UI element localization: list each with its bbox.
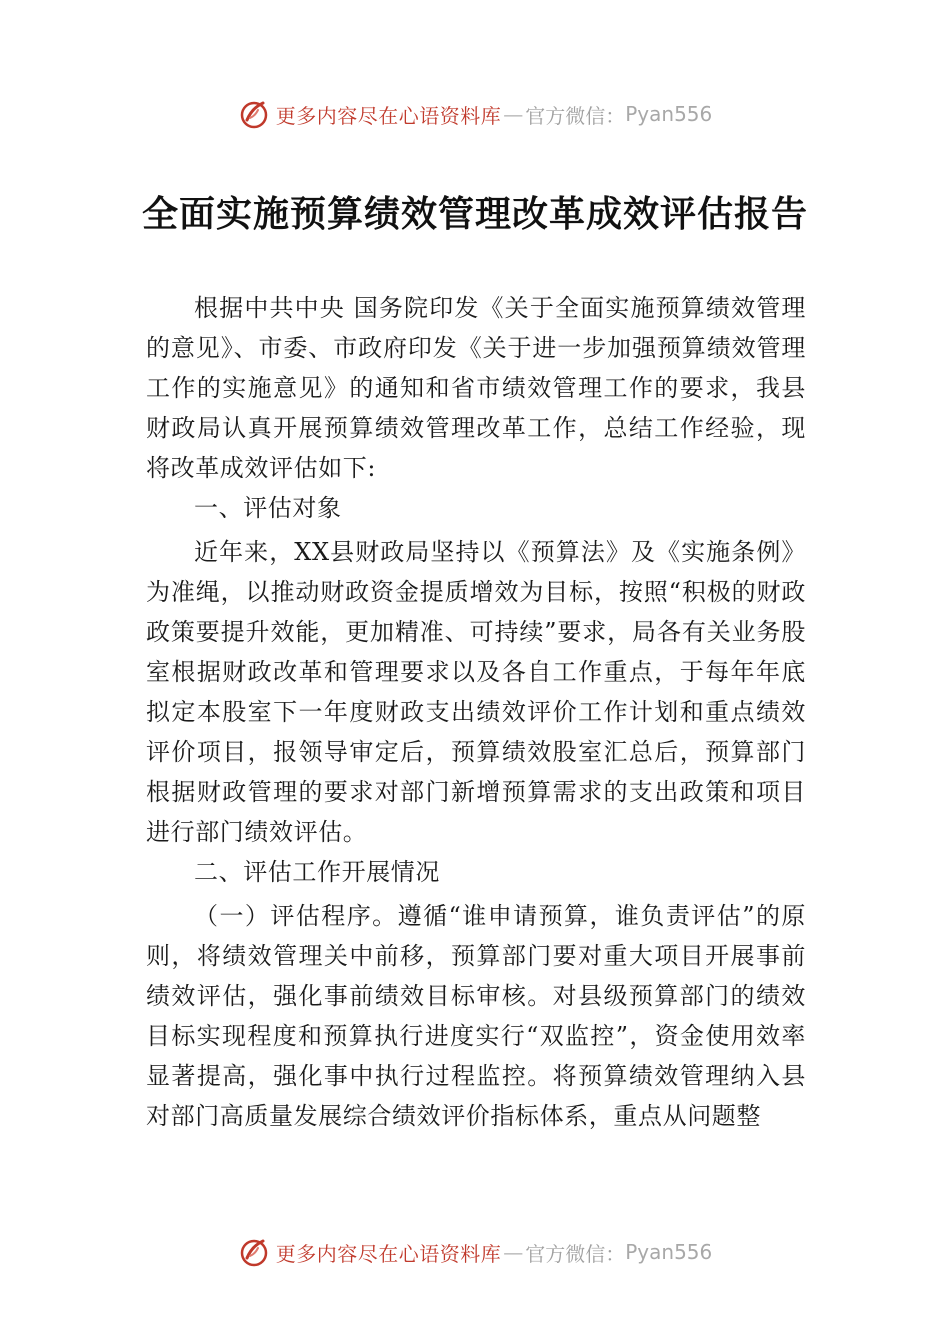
watermark-wechat-label: 官方微信： (525, 103, 626, 128)
section-paragraph-1: 近年来，XX县财政局坚持以《预算法》及《实施条例》为准绳，以推动财政资金提质增效为目标，按照“积极的财政政策要提升效能，更加精准、可持续”要求，局各有关业务股室根据财政改革和管理要求以及各自工作重点，于每年年底拟定本股室下一年度财政支出绩效评价工作计划和重点绩效评价项目，报领导审定后，预算绩效股室汇总后，预算部门根据财政管理的要求对部门新增预算需求的支出政策和项目进行部门绩效评估。 (146, 538, 806, 846)
watermark-separator: — (503, 102, 524, 126)
brush-logo-icon (238, 1236, 270, 1268)
section-heading-2: 二、评估工作开展情况 (194, 858, 440, 886)
footer-watermark (0, 1232, 950, 1272)
watermark-text: 更多内容尽在心语资料库 (275, 103, 502, 128)
section-paragraph-2: （一）评估程序。遵循“谁申请预算，谁负责评估”的原则，将绩效管理关中前移，预算部门要对重大项目开展事前绩效评估，强化事前绩效目标审核。对县级预算部门的绩效目标实现程度和预算执行进度实行“双监控”，资金使用效率显著提高，强化事中执行过程监控。将预算绩效管理纳入县对部门高质量发展综合绩效评价指标体系，重点从问题整 (146, 902, 806, 1130)
document-title: 全面实施预算绩效管理改革成效评估报告 (141, 193, 808, 235)
header-watermark (0, 94, 950, 134)
watermark-separator: — (503, 1240, 524, 1264)
watermark-text: 更多内容尽在心语资料库 (275, 1241, 502, 1266)
section-heading-1: 一、评估对象 (194, 494, 342, 522)
document-body (146, 288, 806, 1136)
intro-paragraph: 根据中共中央 国务院印发《关于全面实施预算绩效管理的意见》、市委、市政府印发《关于进一步加强预算绩效管理工作的实施意见》的通知和省市绩效管理工作的要求，我县财政局认真开展预算绩效管理改革工作，总结工作经验，现将改革成效评估如下: (146, 294, 806, 482)
watermark-wechat-id: Pyan556 (625, 1240, 713, 1264)
brush-logo-icon (238, 98, 270, 130)
watermark-wechat-id: Pyan556 (625, 102, 713, 126)
watermark-wechat-label: 官方微信： (525, 1241, 626, 1266)
